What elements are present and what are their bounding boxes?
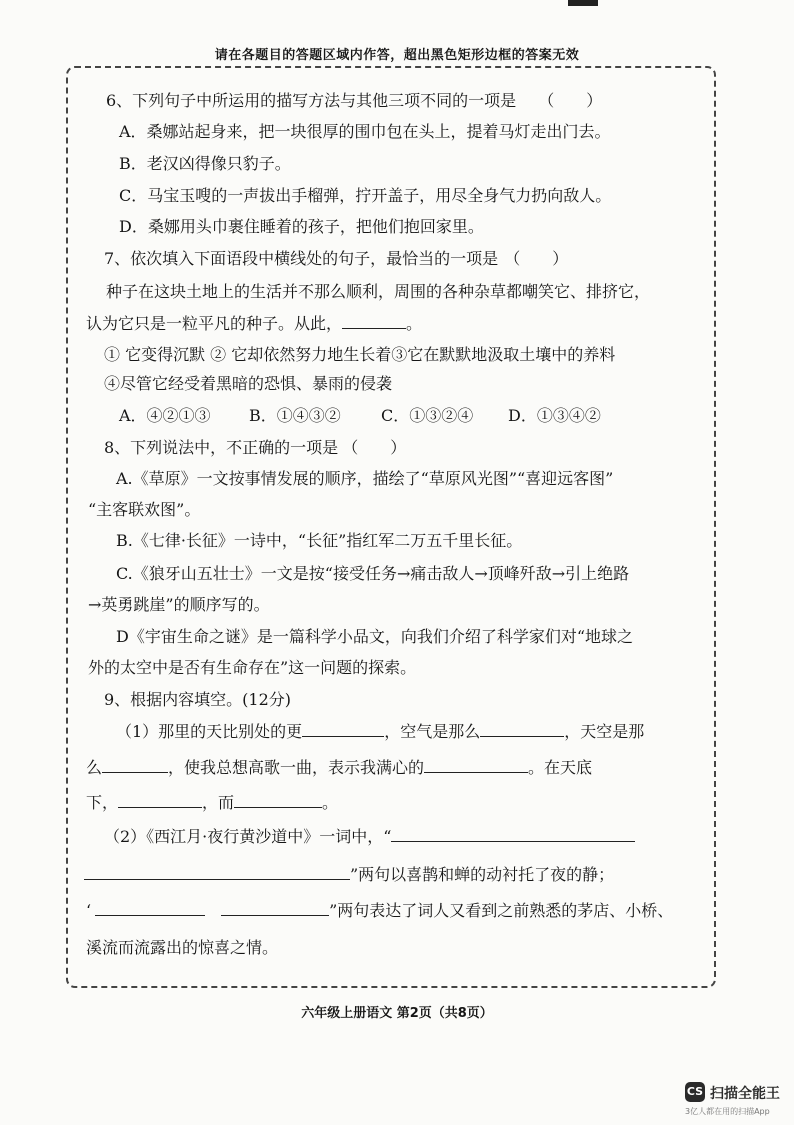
q7-passage-line2-text: 认为它只是一粒平凡的种子。从此， (86, 314, 343, 333)
q9-part1-text-i: 。 (322, 793, 339, 812)
q9-part2-text-b: ”两句以喜鹊和蝉的动衬托了夜的静； (350, 865, 615, 884)
q9-blank-5[interactable] (118, 792, 202, 808)
q9-blank-3[interactable] (102, 757, 168, 773)
q8-option-c-line2: →英勇跳崖”的顺序写的。 (88, 595, 270, 614)
answer-area-notice: 请在各题目的答题区域内作答，超出黑色矩形边框的答案无效 (214, 48, 580, 63)
q6-stem-line (0, 90, 794, 112)
q9-part2-text-c: ‘ (86, 901, 92, 920)
q9-part1-text-c: ，天空是那 (564, 722, 645, 741)
q7-choices-line1: ① 它变得沉默 ② 它却依然努力地生长着③它在默默地汲取土壤中的养料 (104, 345, 616, 364)
q9-part1-text-a: （1）那里的天比别处的更 (116, 722, 303, 741)
q7-option-c: C．①③②④ (381, 406, 474, 425)
q9-part1-text-d: 么 (86, 758, 103, 777)
q9-blank-8[interactable] (84, 864, 350, 880)
q9-part1-line2 (0, 757, 794, 779)
q9-part2-line1 (0, 826, 794, 848)
q9-blank-4[interactable] (424, 757, 528, 773)
q9-part2-line2 (0, 864, 794, 886)
q8-option-c-line1: C.《狼牙山五壮士》一文是按“接受任务→痛击敌人→顶峰歼敌→引上绝路 (116, 564, 630, 583)
q7-fill-blank[interactable] (342, 313, 406, 329)
q9-part1-text-h: ，而 (202, 793, 235, 812)
q7-answer-paren[interactable]: （ ） (504, 249, 569, 268)
q8-option-a-line1: A.《草原》一文按事情发展的顺序，描绘了“草原风光图”“喜迎远客图” (116, 469, 614, 488)
q7-choices-line2: ④尽管它经受着黑暗的恐惧、暴雨的侵袭 (104, 374, 393, 393)
q6-option-a: A．桑娜站起身来，把一块很厚的围巾包在头上，提着马灯走出门去。 (119, 122, 611, 141)
q7-passage-line1: 种子在这块土地上的生活并不那么顺利，周围的各种杂草都嘲笑它、排挤它， (106, 282, 651, 301)
q9-part1-text-b: ，空气是那么 (384, 722, 481, 741)
camscanner-logo-icon: CS (685, 1082, 705, 1102)
q7-option-b: B．①④③② (249, 406, 341, 425)
q7-stem: 7、依次填入下面语段中横线处的句子，最恰当的一项是 (104, 249, 499, 268)
watermark-app-name: 扫描全能王 (710, 1086, 780, 1102)
q8-option-b: B.《七律·长征》一诗中，“长征”指红军二万五千里长征。 (116, 531, 523, 550)
q8-stem: 8、下列说法中，不正确的一项是 (104, 438, 339, 457)
q9-part2-line4: 溪流而流露出的惊喜之情。 (86, 938, 279, 957)
q8-answer-paren[interactable]: （ ） (342, 438, 407, 457)
q6-option-c: C．马宝玉嗖的一声拔出手榴弹，拧开盖子，用尽全身气力扔向敌人。 (119, 186, 612, 205)
q9-part2-line3 (0, 900, 794, 922)
q6-stem: 6、下列句子中所运用的描写方法与其他三项不同的一项是 (106, 91, 517, 110)
q9-part2-text-d: ”两句表达了词人又看到之前熟悉的茅店、小桥、 (329, 901, 674, 920)
q7-passage-line2 (0, 313, 794, 335)
scan-edge-mark (568, 0, 598, 6)
q8-option-d-line2: 外的太空中是否有生命存在”这一问题的探索。 (88, 658, 417, 677)
q6-option-b: B．老汉凶得像只豹子。 (119, 154, 291, 173)
q9-part1-text-e: ，使我总想高歌一曲，表示我满心的 (168, 758, 425, 777)
watermark-tagline: 3亿人都在用的扫描App (685, 1107, 770, 1116)
q8-option-d-line1: D《宇宙生命之谜》是一篇科学小品文，向我们介绍了科学家们对“地球之 (116, 627, 634, 646)
q8-option-a-line2: “主客联欢图”。 (88, 500, 201, 519)
q9-blank-7[interactable] (391, 826, 635, 842)
q9-part1-line1 (0, 721, 794, 743)
q9-stem: 9、根据内容填空。(12分) (104, 690, 292, 709)
q9-blank-2[interactable] (480, 721, 564, 737)
q7-stem-line (0, 248, 794, 270)
page-footer: 六年级上册语文 第2页（共8页） (301, 1006, 493, 1021)
q9-part1-line3 (0, 792, 794, 814)
q6-answer-paren[interactable]: （ ） (538, 91, 603, 110)
q9-blank-6[interactable] (234, 792, 322, 808)
q6-option-d: D．桑娜用头巾裹住睡着的孩子，把他们抱回家里。 (119, 217, 484, 236)
q9-part1-text-g: 下， (86, 793, 119, 812)
q7-option-d: D．①③④② (508, 406, 601, 425)
q9-part1-text-f: 。在天底 (528, 758, 593, 777)
q9-blank-10[interactable] (221, 900, 329, 916)
q9-part2-text-a: （2）《西江月·夜行黄沙道中》一词中，“ (104, 827, 392, 846)
q9-blank-1[interactable] (302, 721, 384, 737)
q7-passage-line2-end: 。 (406, 314, 423, 333)
q9-blank-9[interactable] (95, 900, 205, 916)
q7-option-a: A．④②①③ (119, 406, 211, 425)
q8-stem-line (0, 437, 794, 459)
